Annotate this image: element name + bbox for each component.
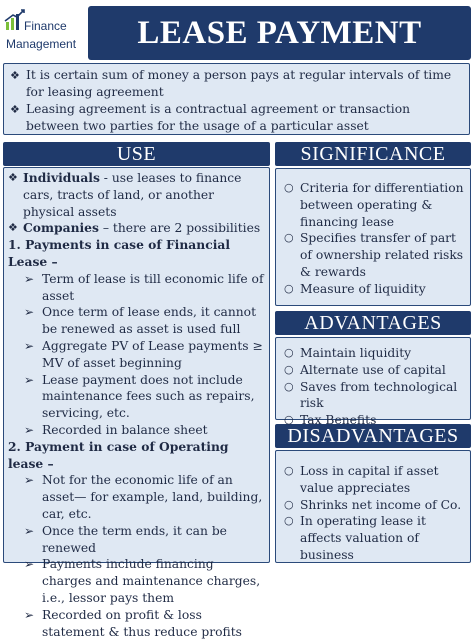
circle-bullet-icon: ○ (284, 181, 294, 194)
intro-text: Leasing agreement is a contractual agreement or transaction between two parties for the usage of a particular asset (26, 102, 411, 133)
individuals-text: - use leases to finance cars, tracts of land, or another physical assets (23, 171, 242, 219)
bar-chart-rising-logo-icon (4, 8, 26, 32)
diamond-bullet-icon: ❖ (10, 103, 20, 116)
arrow-bullet-icon: ➢ (24, 372, 35, 387)
circle-bullet-icon: ○ (284, 413, 294, 427)
list-item: ○ Criteria for differentiation between operating & financing lease (284, 181, 464, 229)
significance-header (275, 142, 471, 166)
logo-line-1: Finance (24, 19, 67, 33)
list-item: ○ Maintain liquidity (284, 346, 412, 360)
intro-text: It is certain sum of money a person pays at regular intervals of time for leasing agreement (26, 68, 452, 99)
intro-panel (3, 63, 470, 135)
list-item: ○ Tax Benefits (284, 413, 377, 428)
circle-bullet-icon: ○ (284, 379, 294, 393)
list-item: ○ Shrinks net income of Co. (284, 497, 462, 512)
circle-bullet-icon: ○ (284, 464, 294, 477)
list-item: ➢ Not for the economic life of an asset— for example, land, building, car, etc. (24, 473, 263, 521)
diamond-bullet-icon: ❖ (8, 171, 18, 184)
list-item: ➢ Recorded on profit & loss statement & thus reduce profits (24, 607, 242, 639)
financial-lease-heading: 1. Payments in case of Financial Lease – (8, 237, 231, 269)
circle-bullet-icon: ○ (284, 497, 294, 511)
advantages-panel (275, 337, 471, 428)
list-item: ➢ Aggregate PV of Lease payments ≥ MV of asset beginning (24, 338, 263, 370)
significance-header-label: SIGNIFICANCE (300, 142, 446, 165)
intro-item (10, 67, 463, 101)
companies-text: – there are 2 possibilities (98, 221, 261, 236)
arrow-bullet-icon: ➢ (24, 305, 35, 320)
circle-bullet-icon: ○ (284, 346, 294, 359)
companies-label: Companies (23, 220, 99, 236)
list-item: ➢ Payments include financing charges and maintenance charges, i.e., lessor pays them (24, 557, 261, 605)
individuals-label: Individuals (23, 170, 100, 185)
disadvantages-header-label: DISADVANTAGES (287, 424, 459, 447)
disadvantages-panel (275, 450, 471, 563)
list-item (8, 170, 265, 220)
list-item (8, 220, 265, 237)
advantages-header-label: ADVANTAGES (304, 311, 442, 334)
operating-lease-heading: 2. Payment in case of Operating lease – (8, 438, 229, 471)
circle-bullet-icon: ○ (284, 514, 294, 528)
arrow-bullet-icon: ➢ (24, 523, 35, 538)
list-item: ➢ Lease payment does not include maintenance fees such as repairs, servicing, etc. (24, 372, 255, 421)
diamond-bullet-icon: ❖ (10, 69, 20, 82)
arrow-bullet-icon: ➢ (24, 473, 35, 488)
arrow-bullet-icon: ➢ (24, 338, 35, 353)
diamond-bullet-icon: ❖ (8, 221, 18, 235)
list-item: ○ In operating lease it affects valuation of business (284, 514, 426, 562)
title-banner (88, 6, 471, 60)
list-item: ➢ Term of lease is till economic life of asset (24, 271, 264, 303)
list-item: ○ Loss in capital if asset value appreciates (284, 464, 439, 495)
arrow-bullet-icon: ➢ (24, 607, 35, 622)
list-item: ➢ Recorded in balance sheet (24, 422, 208, 437)
list-item: ○ Alternate use of capital (284, 362, 446, 377)
use-panel (3, 167, 270, 639)
circle-bullet-icon: ○ (284, 281, 294, 295)
intro-item (10, 101, 463, 135)
use-header (3, 142, 270, 166)
list-item: ➢ Once the term ends, it can be renewed (24, 523, 227, 555)
significance-panel (275, 168, 471, 306)
finance-management-logo (2, 6, 92, 58)
arrow-bullet-icon: ➢ (24, 557, 35, 572)
list-item: ○ Saves from technological risk (284, 379, 458, 411)
arrow-bullet-icon: ➢ (24, 422, 35, 437)
page-title: LEASE PAYMENT (137, 14, 422, 51)
circle-bullet-icon: ○ (284, 231, 294, 245)
arrow-bullet-icon: ➢ (24, 271, 35, 286)
circle-bullet-icon: ○ (284, 362, 294, 376)
list-item: ○ Specifies transfer of part of ownership related risks & rewards (284, 231, 464, 279)
use-header-label: USE (116, 142, 157, 165)
logo-line-2: Management (6, 37, 77, 51)
list-item: ○ Measure of liquidity (284, 281, 426, 296)
list-item: ➢ Once term of lease ends, it cannot be renewed as asset is used full (24, 305, 257, 337)
advantages-header (275, 311, 471, 335)
